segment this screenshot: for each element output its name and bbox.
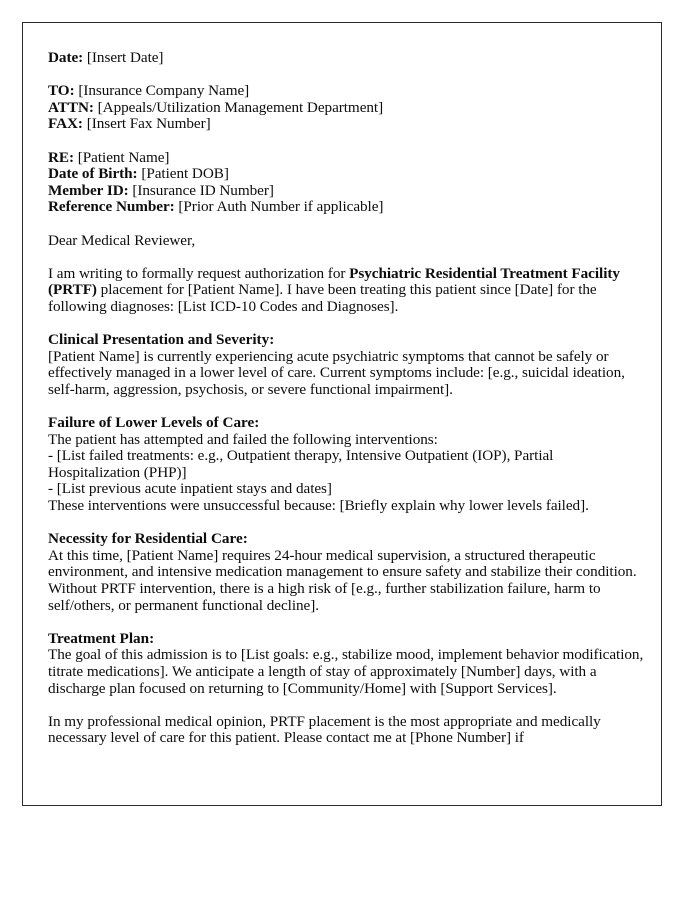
to-value: [Insurance Company Name] — [78, 82, 250, 100]
spacer — [48, 133, 647, 150]
re-value: [Patient Name] — [77, 148, 170, 166]
section-closing-failure-lower-levels: These interventions were unsuccessful because: [Briefly explain why lower levels failed]. — [48, 497, 589, 515]
document-body — [23, 23, 661, 747]
closing-paragraph: In my professional medical opinion, PRTF placement is the most appropriate and medically necessary level of care for this patient. Please contact me at [Phone Number] if — [48, 712, 601, 747]
member-id-value: [Insurance ID Number] — [132, 181, 274, 199]
spacer — [48, 67, 647, 84]
dob-label: Date of Birth: — [48, 165, 138, 183]
dob-line — [48, 166, 647, 183]
intro-paragraph — [48, 266, 647, 316]
section-heading-necessity-residential-care: Necessity for Residential Care: — [48, 530, 248, 548]
re-label: RE: — [48, 148, 75, 166]
dob-value: [Patient DOB] — [141, 165, 229, 183]
to-line — [48, 83, 647, 100]
spacer — [48, 216, 647, 233]
section-heading-failure-lower-levels: Failure of Lower Levels of Care: — [48, 414, 260, 432]
intro-part1: I am writing to formally request authorization for — [48, 264, 350, 282]
section-heading-clinical-presentation: Clinical Presentation and Severity: — [48, 331, 275, 349]
salutation: Dear Medical Reviewer, — [48, 231, 196, 249]
date-value: [Insert Date] — [86, 49, 164, 66]
list-item: - [List previous acute inpatient stays and dates] — [48, 480, 332, 498]
spacer — [48, 614, 647, 631]
spacer — [48, 316, 647, 333]
section-heading-treatment-plan: Treatment Plan: — [48, 629, 155, 647]
section-intro-failure-lower-levels: The patient has attempted and failed the following interventions: — [48, 430, 438, 448]
section-body-necessity-residential-care: At this time, [Patient Name] requires 24-hour medical supervision, a structured therapeutic environment, and intensive medication management to ensure safety and stabilize their condition. Without PRTF intervention, there is a high risk of [e.g., further stabilization failure, harm to self/others, or permanent functional decline]. — [48, 546, 637, 614]
fax-label: FAX: — [48, 115, 83, 133]
list-item: - [List failed treatments: e.g., Outpatient therapy, Intensive Outpatient (IOP), Partial Hospitalization (PHP)] — [48, 447, 554, 481]
section-body-clinical-presentation: [Patient Name] is currently experiencing acute psychiatric symptoms that cannot be safely or effectively managed in a lower level of care. Current symptoms include: [e.g., suicidal ideation, self-harm, aggression, psychosis, or severe functional impairment]. — [48, 347, 625, 398]
reference-number-value: [Prior Auth Number if applicable] — [178, 198, 384, 216]
fax-line — [48, 116, 647, 133]
fax-value: [Insert Fax Number] — [86, 115, 211, 133]
reference-number-line — [48, 199, 647, 216]
spacer — [48, 697, 647, 714]
intro-bold-phrase: Psychiatric Residential Treatment Facility (PRTF) — [48, 264, 620, 299]
re-line — [48, 150, 647, 167]
spacer — [48, 398, 647, 415]
member-id-line — [48, 183, 647, 200]
member-id-label: Member ID: — [48, 181, 129, 199]
date-line — [48, 50, 647, 67]
section-body-treatment-plan: The goal of this admission is to [List goals: e.g., stabilize mood, implement behavior modification, titrate medications]. We anticipate a length of stay of approximately [Number] days, with a discharge plan focused on returning to [Community/Home] with [Support Services]. — [48, 646, 644, 697]
date-label: Date: — [48, 49, 84, 66]
spacer — [48, 515, 647, 532]
attn-value: [Appeals/Utilization Management Department] — [97, 98, 384, 116]
attn-label: ATTN: — [48, 98, 94, 116]
to-label: TO: — [48, 82, 75, 100]
intro-part2: placement for [Patient Name]. I have been treating this patient since [Date] for the following diagnoses: [List ICD-10 Codes and Diagnoses]. — [48, 281, 597, 315]
document-page — [22, 22, 662, 806]
attn-line — [48, 100, 647, 117]
reference-number-label: Reference Number: — [48, 198, 175, 216]
spacer — [48, 249, 647, 266]
